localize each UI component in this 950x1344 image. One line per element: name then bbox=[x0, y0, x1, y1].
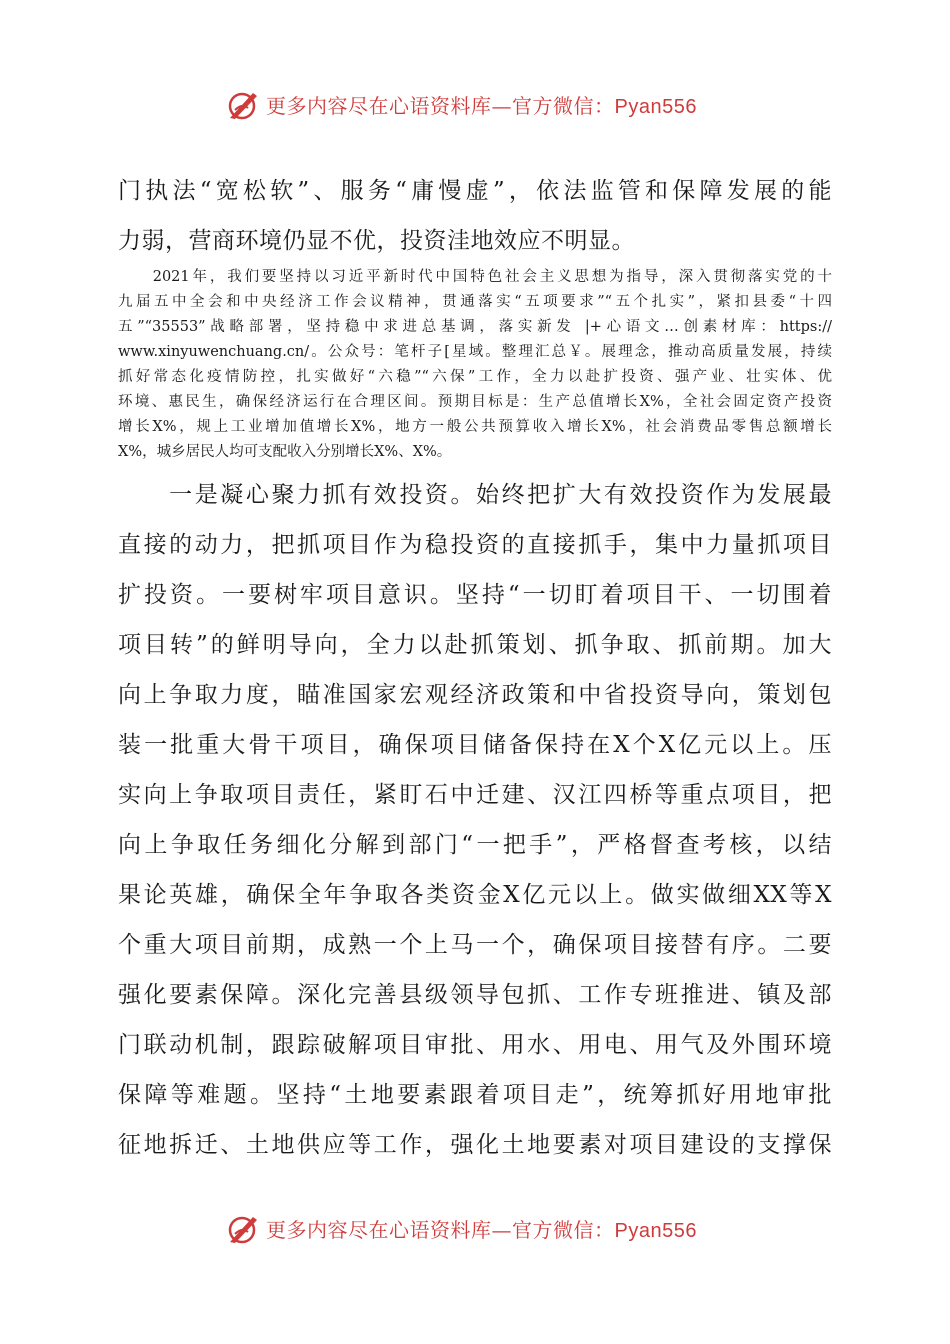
summary-line: 九届五中全会和中央经济工作会议精神，贯通落实“五项要求”“五个扎实”，紧扣县委“十四 bbox=[118, 294, 832, 310]
summary-line: www.xinyuwenchuang.cn/。公众号：笔杆子[星域。整理汇总￥。展理念，推动高质量发展，持续 bbox=[118, 344, 832, 360]
body-line: 征地拆迁、土地供应等工作，强化土地要素对项目建设的支撑保 bbox=[118, 1132, 832, 1158]
footer-banner bbox=[0, 1208, 950, 1248]
summary-line: X%，城乡居民人均可支配收入分别增长X%、X%。 bbox=[118, 444, 452, 460]
summary-line: 环境、惠民生，确保经济运行在合理区间。预期目标是：生产总值增长X%，全社会固定资产投资 bbox=[118, 394, 832, 410]
summary-line: 2021年，我们要坚持以习近平新时代中国特色社会主义思想为指导，深入贯彻落实党的十 bbox=[118, 269, 832, 285]
pen-logo-icon bbox=[226, 88, 260, 122]
body-line: 一是凝心聚力抓有效投资。始终把扩大有效投资作为发展最 bbox=[118, 482, 832, 508]
body-line: 向上争取力度，瞄准国家宏观经济政策和中省投资导向，策划包 bbox=[118, 682, 832, 708]
banner-text: 更多内容尽在心语资料库—官方微信：Pyan556 bbox=[266, 94, 697, 118]
body-line: 向上争取任务细化分解到部门“一把手”，严格督查考核，以结 bbox=[118, 832, 832, 858]
summary-line: 五”“35553”战略部署，坚持稳中求进总基调，落实新发 |+心语文…创素材库：https:// bbox=[118, 319, 832, 335]
body-line: 扩投资。一要树牢项目意识。坚持“一切盯着项目干、一切围着 bbox=[118, 582, 832, 608]
body-line: 力弱，营商环境仍显不优，投资洼地效应不明显。 bbox=[118, 228, 635, 254]
body-line: 直接的动力，把抓项目作为稳投资的直接抓手，集中力量抓项目 bbox=[118, 532, 832, 558]
body-line: 保障等难题。坚持“土地要素跟着项目走”，统筹抓好用地审批 bbox=[118, 1082, 832, 1108]
body-line: 装一批重大骨干项目，确保项目储备保持在X个X亿元以上。压 bbox=[118, 732, 832, 758]
header-banner bbox=[0, 84, 950, 124]
body-line: 门执法“宽松软”、服务“庸慢虚”，依法监管和保障发展的能 bbox=[118, 178, 832, 204]
body-line: 果论英雄，确保全年争取各类资金X亿元以上。做实做细XX等X bbox=[118, 882, 832, 908]
body-line: 门联动机制，跟踪破解项目审批、用水、用电、用气及外围环境 bbox=[118, 1032, 832, 1058]
body-line: 项目转”的鲜明导向，全力以赴抓策划、抓争取、抓前期。加大 bbox=[118, 632, 832, 658]
banner-text: 更多内容尽在心语资料库—官方微信：Pyan556 bbox=[266, 1218, 697, 1242]
pen-logo-icon bbox=[226, 1212, 260, 1246]
body-line: 实向上争取项目责任，紧盯石中迁建、汉江四桥等重点项目，把 bbox=[118, 782, 832, 808]
body-line: 个重大项目前期，成熟一个上马一个，确保项目接替有序。二要 bbox=[118, 932, 832, 958]
summary-line: 增长X%，规上工业增加值增长X%，地方一般公共预算收入增长X%，社会消费品零售总额增长 bbox=[118, 419, 832, 435]
summary-line: 抓好常态化疫情防控，扎实做好“六稳”“六保”工作，全力以赴扩投资、强产业、壮实体、优 bbox=[118, 369, 832, 385]
body-line: 强化要素保障。深化完善县级领导包抓、工作专班推进、镇及部 bbox=[118, 982, 832, 1008]
